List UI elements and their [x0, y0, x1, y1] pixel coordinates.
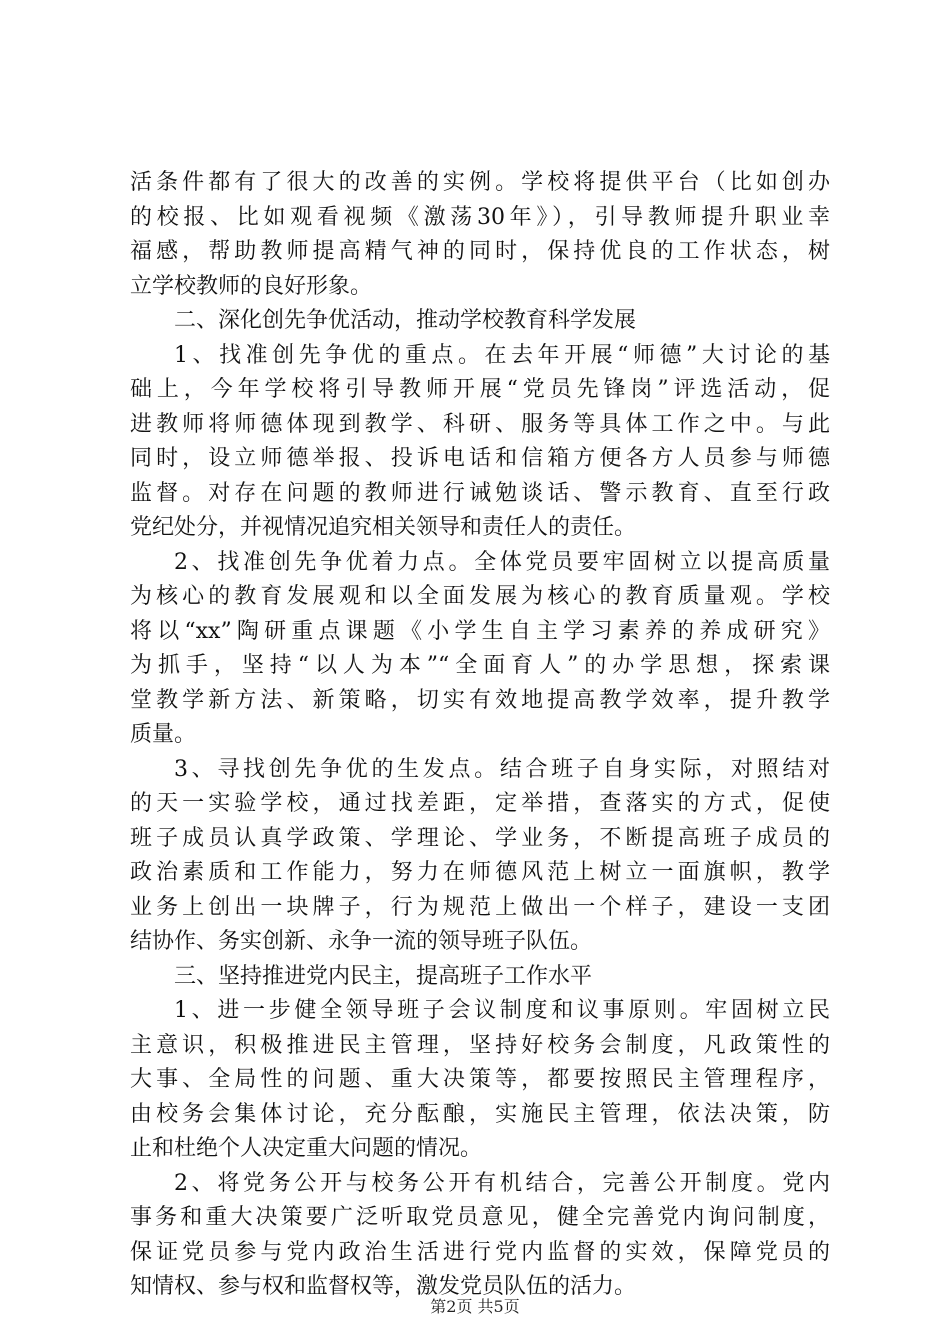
text-line: 止和杜绝个人决定重大问题的情况。	[130, 1136, 483, 1161]
text-line: 质量。	[130, 722, 197, 747]
text-line: 活条件都有了很大的改善的实例。学校将提供平台（比如创办	[130, 170, 830, 195]
text-line: 堂教学新方法、新策略，切实有效地提高教学效率，提升教学	[130, 687, 830, 713]
text-line: 为核心的教育发展观和以全面发展为核心的教育质量观。学校	[130, 584, 830, 609]
text-line: 2、找准创先争优着力点。全体党员要牢固树立以提高质量	[174, 549, 830, 575]
text-line: 结协作、务实创新、永争一流的领导班子队伍。	[130, 929, 593, 954]
document-body	[130, 166, 830, 1305]
text-line: 的校报、比如观看视频《激荡30年》），引导教师提升职业幸	[130, 204, 830, 230]
section-heading: 二、深化创先争优活动，推动学校教育科学发展	[174, 308, 637, 333]
text-line: 1、找准创先争优的重点。在去年开展“师德”大讨论的基	[174, 342, 830, 368]
text-line: 的天一实验学校，通过找差距，定举措，查落实的方式，促使	[130, 791, 830, 816]
text-line: 1、进一步健全领导班子会议制度和议事原则。牢固树立民	[174, 998, 830, 1023]
text-line: 为抓手，坚持“以人为本”“全面育人”的办学思想，探索课	[130, 653, 830, 678]
text-line: 保证党员参与党内政治生活进行党内监督的实效，保障党员的	[130, 1239, 830, 1265]
text-line: 福感，帮助教师提高精气神的同时，保持优良的工作状态，树	[130, 239, 830, 264]
text-line: 监督。对存在问题的教师进行诫勉谈话、警示教育、直至行政	[130, 480, 830, 506]
text-line: 进教师将师德体现到教学、科研、服务等具体工作之中。与此	[130, 411, 830, 437]
text-line: 3、寻找创先争优的生发点。结合班子自身实际，对照结对	[174, 756, 830, 782]
text-line: 党纪处分，并视情况追究相关领导和责任人的责任。	[130, 515, 637, 540]
text-line: 业务上创出一块牌子，行为规范上做出一个样子，建设一支团	[130, 894, 830, 920]
text-line: 政治素质和工作能力，努力在师德风范上树立一面旗帜，教学	[130, 860, 830, 885]
text-line: 由校务会集体讨论，充分酝酿，实施民主管理，依法决策，防	[130, 1101, 830, 1127]
text-line: 事务和重大决策要广泛听取党员意见，健全完善党内询问制度，	[130, 1205, 830, 1230]
text-line: 知情权、参与权和监督权等，激发党员队伍的活力。	[130, 1274, 637, 1299]
text-line: 同时，设立师德举报、投诉电话和信箱方便各方人员参与师德	[130, 446, 830, 471]
section-heading: 三、坚持推进党内民主，提高班子工作水平	[174, 963, 593, 989]
text-line: 立学校教师的良好形象。	[130, 273, 373, 299]
text-line: 将以“xx”陶研重点课题《小学生自主学习素养的养成研究》	[130, 618, 830, 644]
text-line: 主意识，积极推进民主管理，坚持好校务会制度，凡政策性的	[130, 1032, 830, 1058]
text-line: 大事、全局性的问题、重大决策等，都要按照民主管理程序，	[130, 1067, 830, 1092]
page-number-footer: 第2页 共5页	[430, 1297, 520, 1316]
text-line: 班子成员认真学政策、学理论、学业务，不断提高班子成员的	[130, 825, 830, 851]
text-line: 础上，今年学校将引导教师开展“党员先锋岗”评选活动，促	[130, 377, 830, 402]
text-line: 2、将党务公开与校务公开有机结合，完善公开制度。党内	[174, 1170, 830, 1196]
